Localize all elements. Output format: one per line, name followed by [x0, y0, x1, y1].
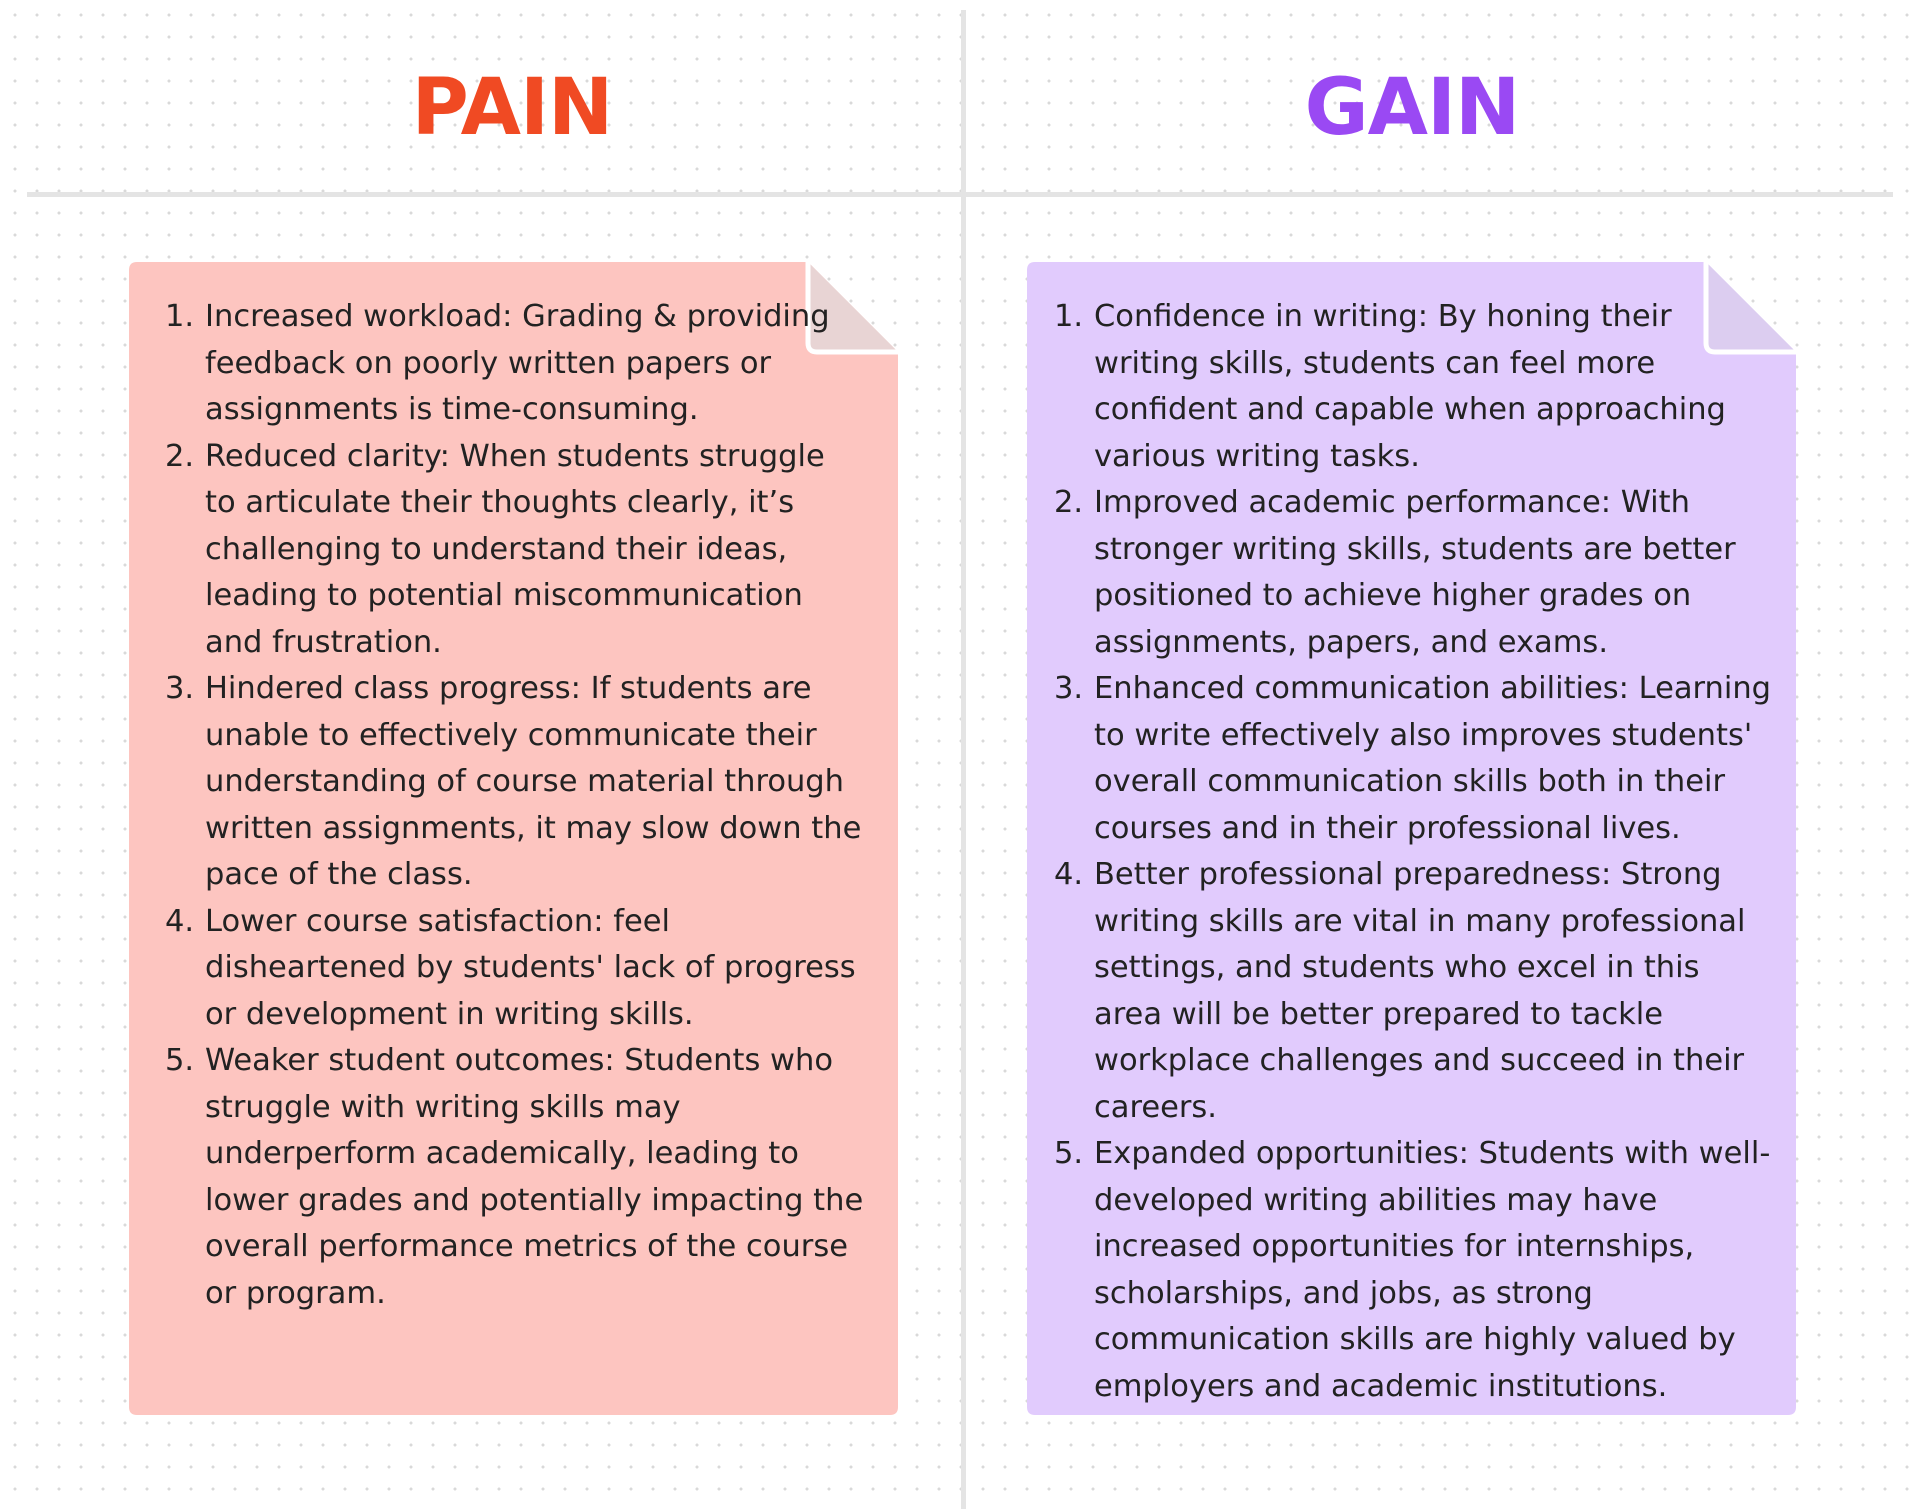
- item-number: 3.: [165, 671, 195, 706]
- gain-heading: GAIN: [1304, 63, 1520, 153]
- item-number: 5.: [165, 1043, 195, 1078]
- pain-list-item: [165, 434, 865, 667]
- item-text: Confidence in writing: By honing their writing skills, students can feel more confident and capable when approaching various writing tasks.: [1094, 299, 1726, 474]
- pain-list: [165, 294, 865, 1317]
- pain-list-item: [165, 899, 865, 1039]
- pain-list-item: [165, 294, 865, 434]
- pain-card[interactable]: [129, 262, 898, 1415]
- item-number: 1.: [165, 299, 195, 334]
- gain-list-item: [1054, 480, 1774, 666]
- pain-list-item: [165, 666, 865, 899]
- gain-list-item: [1054, 1131, 1774, 1410]
- gain-list-item: [1054, 666, 1774, 852]
- item-text: Improved academic performance: With stronger writing skills, students are better positioned to achieve higher grades on assignments, papers, and exams.: [1094, 485, 1736, 660]
- gain-list: [1054, 294, 1774, 1410]
- item-text: Lower course satisfaction: feel disheartened by students' lack of progress or development in writing skills.: [205, 903, 856, 1032]
- gain-list-item: [1054, 852, 1774, 1131]
- item-text: Expanded opportunities: Students with well-developed writing abilities may have increased opportunities for internships, scholarships, and jobs, as strong communication skills are highly valued by employers and academic institutions.: [1094, 1136, 1771, 1404]
- vertical-divider: [961, 10, 966, 1509]
- gain-card[interactable]: [1027, 262, 1796, 1415]
- item-number: 4.: [165, 903, 195, 939]
- item-number: 2.: [165, 438, 195, 474]
- item-text: Increased workload: Grading & providing feedback on poorly written papers or assignments is time-consuming.: [205, 299, 830, 427]
- pain-list-item: [165, 1038, 865, 1317]
- gain-list-item: [1054, 294, 1774, 480]
- item-text: Reduced clarity: When students struggle to articulate their thoughts clearly, it’s challenging to understand their ideas, leading to potential miscommunication and frustration.: [205, 438, 825, 660]
- item-text: Weaker student outcomes: Students who struggle with writing skills may underperform academically, leading to lower grades and potentially impacting the overall performance metrics of the course or program.: [205, 1043, 864, 1311]
- item-number: 2.: [1054, 485, 1084, 520]
- item-number: 3.: [1054, 671, 1084, 706]
- item-text: Enhanced communication abilities: Learning to write effectively also improves students' overall communication skills both in their courses and in their professional lives.: [1094, 671, 1772, 846]
- item-number: 1.: [1054, 299, 1084, 334]
- pain-heading: PAIN: [411, 63, 613, 153]
- item-text: Hindered class progress: If students are unable to effectively communicate their understanding of course material through written assignments, it may slow down the pace of the class.: [205, 671, 862, 892]
- item-number: 4.: [1054, 857, 1084, 892]
- horizontal-divider: [27, 192, 1893, 197]
- item-number: 5.: [1054, 1136, 1084, 1171]
- item-text: Better professional preparedness: Strong writing skills are vital in many professional settings, and students who excel in this area will be better prepared to tackle workplace challenges and succeed in their careers.: [1094, 857, 1746, 1125]
